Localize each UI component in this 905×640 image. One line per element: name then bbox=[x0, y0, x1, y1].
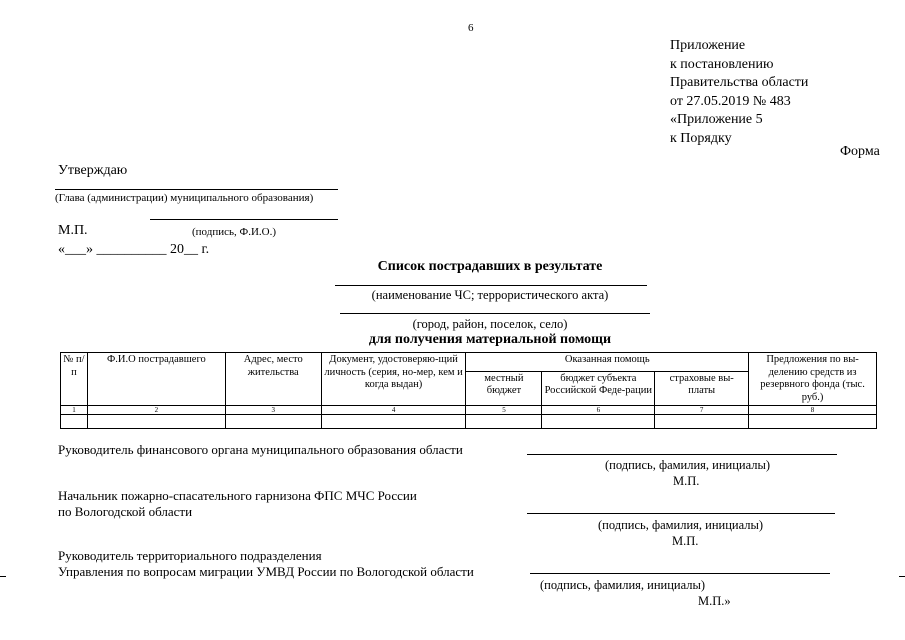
annex-block bbox=[670, 37, 808, 148]
annex-line-4: от 27.05.2019 № 483 bbox=[670, 93, 791, 109]
finance-head-title: Руководитель финансового органа муниципального образования области bbox=[58, 442, 463, 457]
table-cell: 5 bbox=[466, 406, 542, 415]
col-document-header: Документ, удостоверяю-щий личность (серия, но-мер, кем и когда выдан) bbox=[321, 353, 466, 406]
table-cell: 7 bbox=[655, 406, 749, 415]
form-label: Форма bbox=[840, 144, 880, 159]
table-cell bbox=[749, 415, 877, 429]
migration-head-title-1: Руководитель территориального подразделения bbox=[58, 548, 322, 563]
col-insurance-header: страховые вы-платы bbox=[655, 371, 749, 405]
fire-chief-title-2: по Вологодской области bbox=[58, 504, 193, 519]
migration-stamp: М.П.» bbox=[698, 594, 731, 608]
approval-stamp: М.П. bbox=[58, 223, 88, 238]
finance-signature-line bbox=[527, 454, 837, 455]
annex-line-5: «Приложение 5 bbox=[670, 112, 763, 127]
col-local-budget-header: местный бюджет bbox=[466, 371, 542, 405]
annex-line-1: Приложение bbox=[670, 38, 746, 53]
table-cell: 3 bbox=[225, 406, 321, 415]
col-name-header: Ф.И.О пострадавшего bbox=[87, 353, 225, 406]
migration-head-title-2: Управления по вопросам миграции УМВД России по Вологодской области bbox=[58, 564, 474, 579]
fire-signature-hint: (подпись, фамилия, инициалы) bbox=[598, 518, 764, 532]
table-cell: 8 bbox=[749, 406, 877, 415]
col-address-header: Адрес, место жительства bbox=[225, 353, 321, 406]
fire-signature-line bbox=[527, 513, 835, 514]
signature-hint: (подпись, Ф.И.О.) bbox=[192, 226, 276, 238]
table-cell bbox=[87, 415, 225, 429]
approval-heading: Утверждаю bbox=[58, 163, 128, 178]
page-number: 6 bbox=[468, 22, 474, 34]
table-cell bbox=[655, 415, 749, 429]
locality-line bbox=[340, 313, 650, 314]
locality-hint: (город, район, поселок, село) bbox=[412, 317, 568, 331]
table-cell bbox=[225, 415, 321, 429]
table-header-row bbox=[61, 353, 877, 372]
col-proposal-header: Предложения по вы-делению средств из резервного фонда (тыс. руб.) bbox=[749, 353, 877, 406]
emergency-name-hint: (наименование ЧС; террористического акта) bbox=[371, 288, 609, 302]
table-cell: 4 bbox=[321, 406, 466, 415]
fold-mark-left bbox=[0, 576, 6, 577]
fold-mark-right bbox=[899, 576, 905, 577]
list-subtitle: для получения материальной помощи bbox=[368, 332, 612, 347]
head-name-line bbox=[55, 189, 338, 190]
fire-chief-title-1: Начальник пожарно-спасательного гарнизона ФПС МЧС России bbox=[58, 488, 417, 503]
table-cell bbox=[466, 415, 542, 429]
col-aid-group-header: Оказанная помощь bbox=[466, 353, 749, 372]
migration-signature-line bbox=[530, 573, 830, 574]
finance-stamp: М.П. bbox=[673, 474, 700, 488]
emergency-name-line bbox=[335, 285, 647, 286]
table-cell bbox=[321, 415, 466, 429]
list-title: Список пострадавших в результате bbox=[377, 259, 603, 274]
table-number-row bbox=[61, 406, 877, 415]
table-cell bbox=[542, 415, 655, 429]
col-number-header: № п/п bbox=[61, 353, 88, 406]
annex-line-6: к Порядку bbox=[670, 130, 732, 146]
approval-date: «___» __________ 20__ г. bbox=[58, 242, 210, 257]
table-cell bbox=[61, 415, 88, 429]
migration-signature-hint: (подпись, фамилия, инициалы) bbox=[540, 578, 706, 592]
table-cell: 6 bbox=[542, 406, 655, 415]
annex-line-3: Правительства области bbox=[670, 75, 809, 90]
victims-table bbox=[60, 352, 877, 429]
table-cell: 1 bbox=[61, 406, 88, 415]
signature-line bbox=[150, 219, 338, 220]
table-row bbox=[61, 415, 877, 429]
col-regional-budget-header: бюджет субъекта Российской Феде-рации bbox=[542, 371, 655, 405]
fire-stamp: М.П. bbox=[672, 534, 699, 548]
finance-signature-hint: (подпись, фамилия, инициалы) bbox=[605, 458, 771, 472]
head-label: (Глава (администрации) муниципального образования) bbox=[55, 192, 314, 204]
table-cell: 2 bbox=[87, 406, 225, 415]
annex-line-2: к постановлению bbox=[670, 56, 774, 72]
